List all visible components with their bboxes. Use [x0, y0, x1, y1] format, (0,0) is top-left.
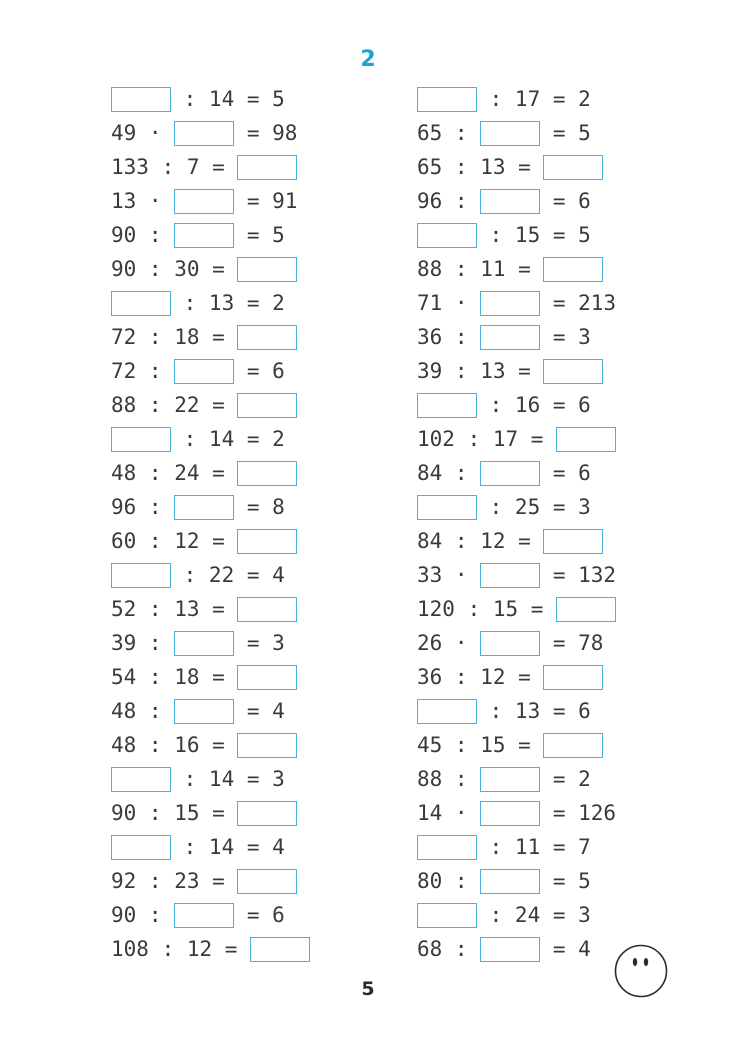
answer-box[interactable] [417, 835, 477, 860]
equation-row [417, 320, 616, 354]
equation-text: 96 : [417, 189, 481, 213]
equation-text: 48 : [111, 699, 175, 723]
equation-text: = 5 [540, 121, 591, 145]
equation-text: 36 : [417, 325, 481, 349]
answer-box[interactable] [237, 529, 297, 554]
answer-box[interactable] [237, 801, 297, 826]
equation-row [111, 762, 310, 796]
equation-text: : 14 = 4 [171, 835, 285, 859]
equation-row [111, 694, 310, 728]
answer-box[interactable] [480, 121, 540, 146]
equation-row [417, 490, 616, 524]
equation-row [417, 218, 616, 252]
equation-row [111, 184, 310, 218]
equation-text: 65 : [417, 121, 481, 145]
equation-text: 48 : 24 = [111, 461, 238, 485]
answer-box[interactable] [237, 733, 297, 758]
smiley-face-icon [614, 944, 668, 998]
equation-row [417, 116, 616, 150]
equation-text: : 11 = 7 [477, 835, 591, 859]
equation-row [417, 796, 616, 830]
page-number: 5 [361, 978, 375, 1000]
answer-box[interactable] [174, 903, 234, 928]
answer-box[interactable] [480, 461, 540, 486]
answer-box[interactable] [174, 121, 234, 146]
answer-box[interactable] [237, 461, 297, 486]
right-column [417, 82, 616, 966]
answer-box[interactable] [111, 835, 171, 860]
equation-text: = 5 [540, 869, 591, 893]
answer-box[interactable] [480, 767, 540, 792]
equation-row [111, 932, 310, 966]
equation-text: 72 : [111, 359, 175, 383]
answer-box[interactable] [174, 495, 234, 520]
equation-row [111, 150, 310, 184]
equation-row [111, 116, 310, 150]
equation-row [417, 354, 616, 388]
equation-text: 68 : [417, 937, 481, 961]
answer-box[interactable] [417, 87, 477, 112]
equation-text: = 213 [540, 291, 617, 315]
answer-box[interactable] [480, 801, 540, 826]
answer-box[interactable] [174, 223, 234, 248]
equation-row [417, 388, 616, 422]
equation-row [417, 762, 616, 796]
equation-row [417, 558, 616, 592]
equation-text: 26 · [417, 631, 481, 655]
equation-text: 80 : [417, 869, 481, 893]
equation-text: 90 : 15 = [111, 801, 238, 825]
answer-box[interactable] [543, 665, 603, 690]
answer-box[interactable] [250, 937, 310, 962]
equation-text: = 126 [540, 801, 617, 825]
equation-text: 72 : 18 = [111, 325, 238, 349]
answer-box[interactable] [543, 359, 603, 384]
answer-box[interactable] [543, 155, 603, 180]
equation-row [111, 592, 310, 626]
answer-box[interactable] [480, 937, 540, 962]
answer-box[interactable] [174, 699, 234, 724]
equation-text: = 3 [234, 631, 285, 655]
equation-text: 88 : 22 = [111, 393, 238, 417]
equation-text: : 24 = 3 [477, 903, 591, 927]
equation-row [417, 728, 616, 762]
equation-row [417, 150, 616, 184]
answer-box[interactable] [111, 427, 171, 452]
equation-text: : 13 = 6 [477, 699, 591, 723]
equation-row [111, 864, 310, 898]
equation-text: = 4 [234, 699, 285, 723]
task-number: 2 [360, 47, 376, 72]
equation-row [111, 354, 310, 388]
equation-text: 71 · [417, 291, 481, 315]
answer-box[interactable] [543, 529, 603, 554]
equation-row [111, 796, 310, 830]
equation-text: 84 : 12 = [417, 529, 544, 553]
equation-text: = 5 [234, 223, 285, 247]
equation-row [111, 660, 310, 694]
equation-text: 13 · [111, 189, 175, 213]
answer-box[interactable] [480, 325, 540, 350]
equation-text: 60 : 12 = [111, 529, 238, 553]
answer-box[interactable] [417, 903, 477, 928]
equation-text: : 17 = 2 [477, 87, 591, 111]
equation-row [417, 932, 616, 966]
equation-text: 39 : [111, 631, 175, 655]
equation-row [111, 524, 310, 558]
equation-text: = 78 [540, 631, 604, 655]
equation-text: = 91 [234, 189, 298, 213]
equation-text: : 14 = 2 [171, 427, 285, 451]
equation-text: : 13 = 2 [171, 291, 285, 315]
equation-text: : 15 = 5 [477, 223, 591, 247]
equation-text: 96 : [111, 495, 175, 519]
equation-text: 133 : 7 = [111, 155, 238, 179]
equation-row [417, 864, 616, 898]
answer-box[interactable] [237, 869, 297, 894]
equation-row [417, 830, 616, 864]
equation-row [111, 558, 310, 592]
answer-box[interactable] [480, 189, 540, 214]
equation-text: 92 : 23 = [111, 869, 238, 893]
equation-text: : 22 = 4 [171, 563, 285, 587]
equation-text: = 98 [234, 121, 298, 145]
answer-box[interactable] [237, 257, 297, 282]
answer-box[interactable] [417, 495, 477, 520]
equation-row [111, 422, 310, 456]
equation-text: = 6 [234, 903, 285, 927]
equation-text: 33 · [417, 563, 481, 587]
equation-text: 120 : 15 = [417, 597, 557, 621]
equation-text: = 4 [540, 937, 591, 961]
equation-text: 88 : [417, 767, 481, 791]
answer-box[interactable] [174, 189, 234, 214]
equation-text: 14 · [417, 801, 481, 825]
equation-text: 65 : 13 = [417, 155, 544, 179]
equation-text: : 16 = 6 [477, 393, 591, 417]
equation-row [417, 286, 616, 320]
answer-box[interactable] [237, 393, 297, 418]
equation-row [417, 422, 616, 456]
answer-box[interactable] [417, 699, 477, 724]
equation-text: 88 : 11 = [417, 257, 544, 281]
answer-box[interactable] [111, 767, 171, 792]
answer-box[interactable] [556, 427, 616, 452]
equation-row [111, 252, 310, 286]
equation-text: = 2 [540, 767, 591, 791]
equation-text: = 6 [540, 189, 591, 213]
equation-row [111, 388, 310, 422]
answer-box[interactable] [111, 563, 171, 588]
equation-row [417, 898, 616, 932]
equation-row [417, 252, 616, 286]
equation-text: = 3 [540, 325, 591, 349]
equation-row [417, 456, 616, 490]
answer-box[interactable] [237, 665, 297, 690]
equation-row [417, 660, 616, 694]
equation-text: 90 : 30 = [111, 257, 238, 281]
equation-text: 90 : [111, 903, 175, 927]
equation-text: 52 : 13 = [111, 597, 238, 621]
equation-text: 49 · [111, 121, 175, 145]
equation-row [417, 184, 616, 218]
equation-text: 48 : 16 = [111, 733, 238, 757]
answer-box[interactable] [174, 631, 234, 656]
equation-text: 90 : [111, 223, 175, 247]
answer-box[interactable] [543, 733, 603, 758]
equation-row [111, 218, 310, 252]
left-column [111, 82, 310, 966]
answer-box[interactable] [480, 869, 540, 894]
answer-box[interactable] [543, 257, 603, 282]
answer-box[interactable] [417, 393, 477, 418]
answer-box[interactable] [480, 291, 540, 316]
equation-row [111, 898, 310, 932]
equation-text: = 132 [540, 563, 617, 587]
equation-row [111, 456, 310, 490]
answer-box[interactable] [417, 223, 477, 248]
equation-text: = 8 [234, 495, 285, 519]
equation-row [111, 830, 310, 864]
equation-text: = 6 [234, 359, 285, 383]
answer-box[interactable] [111, 291, 171, 316]
equation-text: 39 : 13 = [417, 359, 544, 383]
equation-text: 102 : 17 = [417, 427, 557, 451]
answer-box[interactable] [480, 563, 540, 588]
equation-text: 108 : 12 = [111, 937, 251, 961]
equation-row [111, 626, 310, 660]
equation-text: : 25 = 3 [477, 495, 591, 519]
equation-text: 36 : 12 = [417, 665, 544, 689]
equation-text: 45 : 15 = [417, 733, 544, 757]
equation-text: : 14 = 3 [171, 767, 285, 791]
answer-box[interactable] [480, 631, 540, 656]
equation-row [417, 626, 616, 660]
equation-row [417, 694, 616, 728]
equation-row [111, 320, 310, 354]
answer-box[interactable] [237, 155, 297, 180]
equation-row [111, 728, 310, 762]
equation-text: : 14 = 5 [171, 87, 285, 111]
equation-row [111, 82, 310, 116]
answer-box[interactable] [111, 87, 171, 112]
equation-text: 84 : [417, 461, 481, 485]
equation-text: = 6 [540, 461, 591, 485]
equation-row [111, 286, 310, 320]
answer-box[interactable] [237, 597, 297, 622]
answer-box[interactable] [174, 359, 234, 384]
equation-row [417, 524, 616, 558]
equation-row [417, 82, 616, 116]
equation-row [417, 592, 616, 626]
equation-text: 54 : 18 = [111, 665, 238, 689]
answer-box[interactable] [556, 597, 616, 622]
equation-row [111, 490, 310, 524]
answer-box[interactable] [237, 325, 297, 350]
